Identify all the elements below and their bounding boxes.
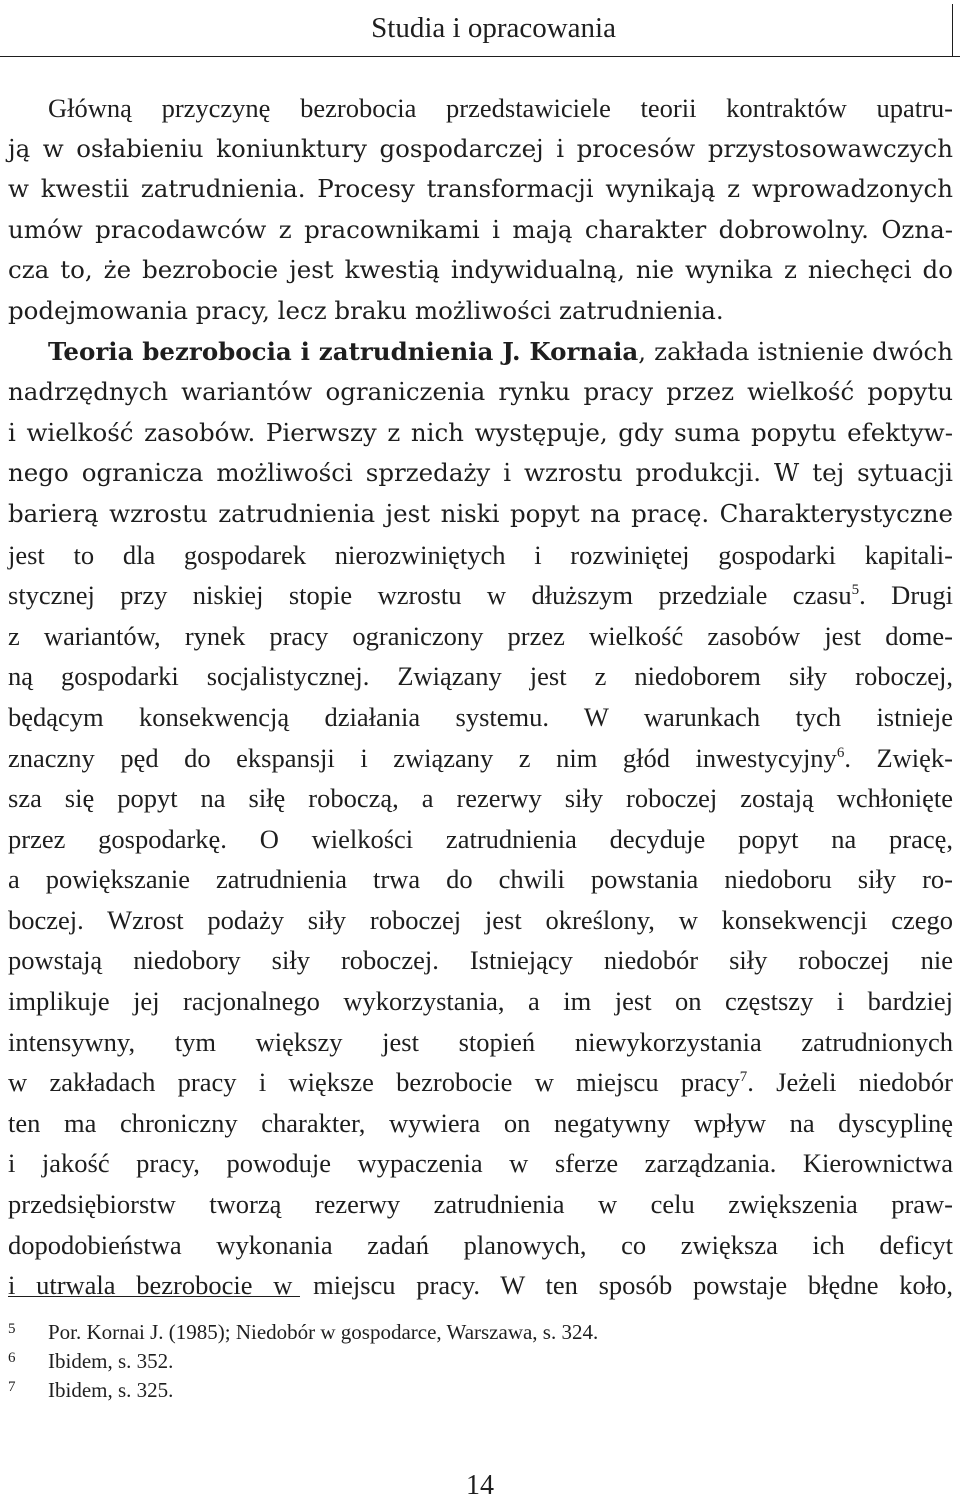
paragraph-line: cza to, że bezrobocie jest kwestią indywidualną, nie wynika z niechęci do [8, 255, 953, 285]
paragraph-line: sza się popyt na siłę roboczą, a rezerwy siły roboczej zostają wchłonięte [8, 783, 953, 814]
page-number: 14 [466, 1470, 494, 1501]
section-heading-inline: Teoria bezrobocia i zatrudnienia J. Kornaia [48, 336, 639, 366]
paragraph-text: stycznej przy niskiej stopie wzrostu w dłuższym przedziale czasu [8, 580, 852, 611]
body-text [8, 88, 953, 1306]
paragraph-line-heading [8, 332, 953, 373]
paragraph-line: umów pracodawców z pracownikami i mają charakter dobrowolny. Ozna- [8, 214, 953, 244]
footnote-number: 5 [8, 1321, 16, 1337]
paragraph-line: ten ma chroniczny charakter, wywiera on negatywny wpływ na dyscyplinę [8, 1107, 953, 1138]
paragraph-line: z wariantów, rynek pracy ograniczony przez wielkość zasobów jest dome- [8, 620, 953, 651]
footnote-ref-7[interactable]: 7 [739, 1069, 748, 1086]
paragraph-line: implikuje jej racjonalnego wykorzystania, a im jest on częstszy i bardziej [8, 986, 953, 1017]
paragraph-line: a powiększanie zatrudnienia trwa do chwili powstania niedoboru siły ro- [8, 864, 953, 895]
paragraph-line: będącym konsekwencją działania systemu. W warunkach tych istnieje [8, 701, 953, 732]
paragraph-line: intensywny, tym większy jest stopień niewykorzystania zatrudnionych [8, 1026, 953, 1057]
footnote-item [8, 1376, 908, 1405]
paragraph-line: Główną przyczynę bezrobocia przedstawiciele teorii kontraktów upatru- [48, 93, 953, 123]
footnote-text: Por. Kornai J. (1985); Niedobór w gospodarce, Warszawa, s. 324. [48, 1320, 599, 1344]
paragraph-line: przez gospodarkę. O wielkości zatrudnienia decyduje popyt na pracę, [8, 823, 953, 854]
paragraph-line: jest to dla gospodarek nierozwiniętych i rozwiniętej gospodarki kapitali- [8, 539, 953, 570]
paragraph-line: i jakość pracy, powoduje wypaczenia w sferze zarządzania. Kierownictwa [8, 1148, 953, 1179]
footnote-text: Ibidem, s. 325. [48, 1378, 174, 1402]
paragraph-text: , zakłada istnienie dwóch [638, 336, 953, 366]
paragraph-line: ną gospodarki socjalistycznej. Związany jest z niedoborem siły roboczej, [8, 661, 953, 692]
paragraph-line: dopodobieństwa wykonania zadań planowych, co zwiększa ich deficyt [8, 1229, 953, 1260]
footnote-item [8, 1347, 908, 1376]
paragraph-text: . Jeżeli niedobór [747, 1067, 953, 1098]
footnote-number: 7 [8, 1379, 16, 1395]
footnote-ref-6[interactable]: 6 [836, 744, 845, 761]
footnote-number: 6 [8, 1350, 16, 1366]
paragraph-line: nadrzędnych wariantów ograniczenia rynku pracy przez wielkość popytu [8, 377, 953, 407]
running-header [0, 0, 960, 57]
footnote-ref-5[interactable]: 5 [851, 582, 860, 599]
paragraph-line-with-footnote [8, 738, 953, 779]
paragraph-text: w zakładach pracy i większe bezrobocie w miejscu pracy [8, 1067, 740, 1098]
header-corner-rule [952, 4, 953, 56]
paragraph-line: nego ogranicza możliwości sprzedaży i wzrostu produkcji. W tej sytuacji [8, 458, 953, 488]
paragraph-text: . Drugi [859, 580, 954, 611]
footnote-separator [8, 1296, 300, 1297]
paragraph-line: w kwestii zatrudnienia. Procesy transformacji wynikają z wprowadzonych [8, 174, 953, 204]
paragraph-line-with-footnote [8, 575, 953, 616]
paragraph-line: ją w osłabieniu koniunktury gospodarczej i procesów przystosowawczych [8, 133, 953, 163]
paragraph-text: . Zwięk- [844, 742, 953, 773]
paragraph-line: i wielkość zasobów. Pierwszy z nich występuje, gdy suma popytu efektyw- [8, 417, 953, 447]
paragraph-line: podejmowania pracy, lecz braku możliwości zatrudnienia. [8, 295, 724, 325]
footnote-item [8, 1318, 908, 1347]
paragraph-line: przedsiębiorstw tworzą rezerwy zatrudnienia w celu zwiększenia praw- [8, 1189, 953, 1220]
paragraph-line: powstają niedobory siły roboczej. Istniejący niedobór siły roboczej nie [8, 945, 953, 976]
paragraph-line: barierą wzrostu zatrudnienia jest niski popyt na pracę. Charakterystyczne [8, 498, 953, 528]
running-header-title: Studia i opracowania [371, 12, 616, 44]
paragraph-line: boczej. Wzrost podaży siły roboczej jest określony, w konsekwencji czego [8, 904, 953, 935]
paragraph-line-with-footnote [8, 1062, 953, 1103]
footnotes [8, 1318, 908, 1405]
footnote-text: Ibidem, s. 352. [48, 1349, 174, 1373]
paragraph-text: znaczny pęd do ekspansji i związany z nim głód inwestycyjny [8, 742, 837, 773]
paragraph-line: i utrwala bezrobocie w miejscu pracy. W ten sposób powstaje błędne koło, [8, 1270, 953, 1301]
